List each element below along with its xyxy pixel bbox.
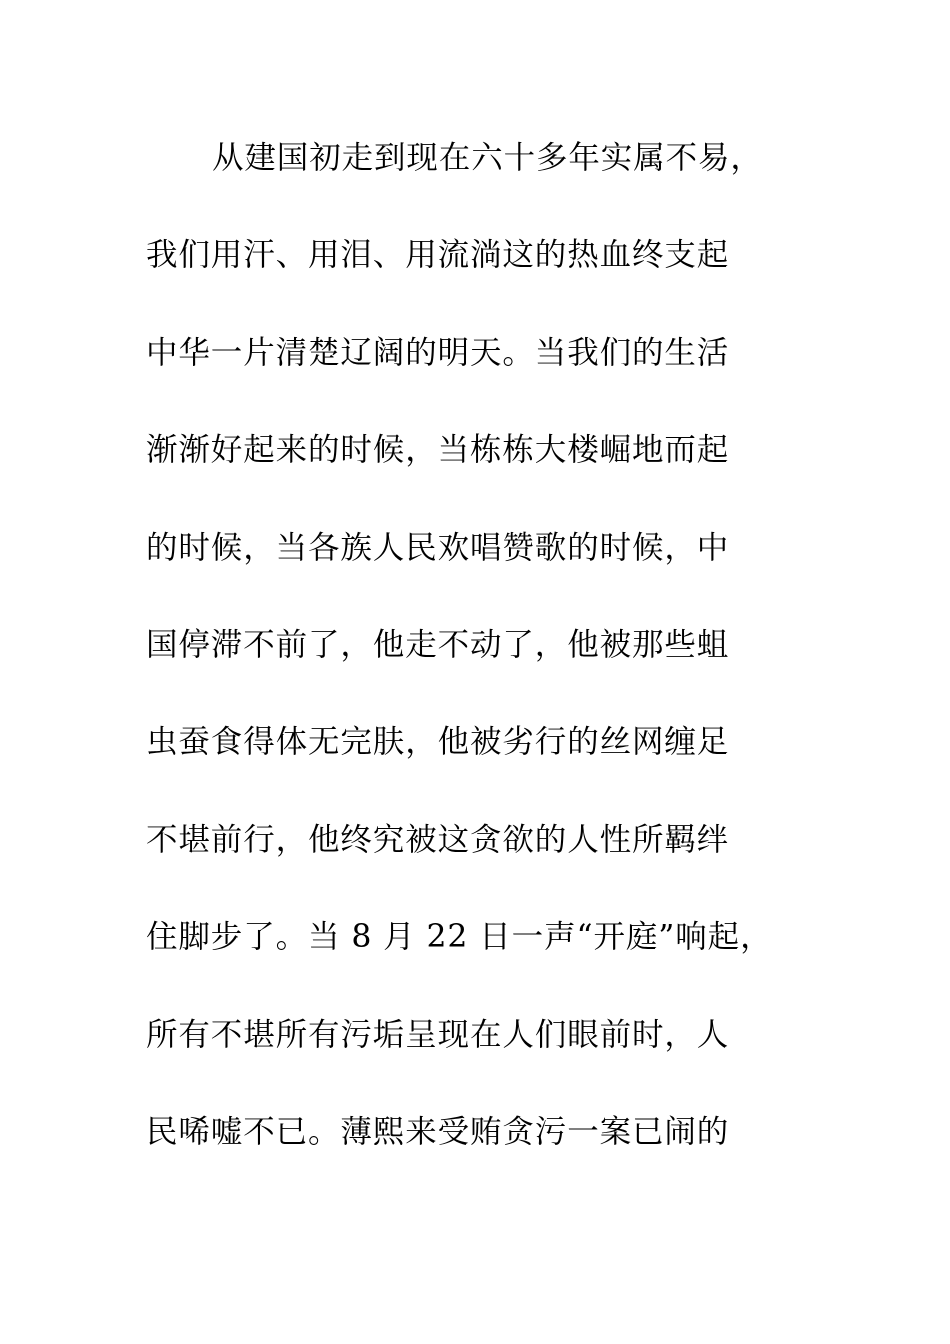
paragraph-line: 中华一片清楚辽阔的明天。当我们的生活 [146,334,730,371]
body-paragraph [146,125,826,1196]
paragraph-line: 民唏嘘不已。薄熙来受贿贪污一案已闹的 [146,1113,730,1150]
paragraph-line: 虫蚕食得体无完肤，他被劣行的丝网缠足 [146,724,730,761]
paragraph-line: 从建国初走到现在六十多年实属不易， [212,140,763,176]
paragraph-line: 的时候，当各族人民欢唱赞歌的时候，中 [146,529,730,566]
paragraph-line: 住脚步了。当 8 月 22 日一声“开庭”响起， [146,919,773,956]
paragraph-line: 所有不堪所有污垢呈现在人们眼前时，人 [146,1016,730,1053]
paragraph-line: 渐渐好起来的时候，当栋栋大楼崛地而起 [146,432,730,469]
paragraph-line: 不堪前行，他终究被这贪欲的人性所羁绊 [146,821,730,858]
paragraph-line: 国停滞不前了，他走不动了，他被那些蛆 [146,626,730,663]
paragraph-line: 我们用汗、用泪、用流淌这的热血终支起 [146,237,730,274]
